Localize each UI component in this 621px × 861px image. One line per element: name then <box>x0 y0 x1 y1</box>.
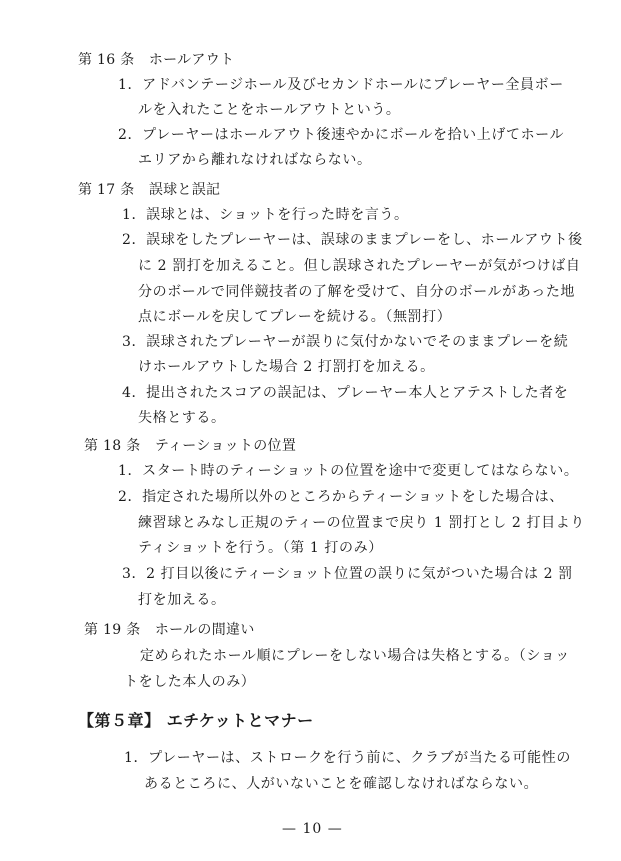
article-18-item-2-line-2: 練習球とみなし正規のティーの位置まで戻り 1 罰打とし 2 打目より <box>138 515 585 531</box>
article-17-item-3-line-2: けホールアウトした場合 2 打罰打を加える。 <box>138 359 435 375</box>
chapter-5-item-1-line-1: 1．プレーヤーは、ストロークを行う前に、クラブが当たる可能性の <box>124 750 571 766</box>
article-17-item-1: 1．誤球とは、ショットを行った時を言う。 <box>122 207 409 223</box>
article-16-item-2-line-2: エリアから離れなければならない。 <box>138 152 372 168</box>
article-16-item-2-line-1: 2．プレーヤーはホールアウト後速やかにボールを拾い上げてホール <box>118 127 565 143</box>
article-19-body-line-2: トをした本人のみ） <box>124 674 256 690</box>
article-17-item-3-line-1: 3．誤球されたプレーヤーが誤りに気付かないでそのままプレーを続 <box>122 334 569 350</box>
chapter-5-heading: 【第５章】 エチケットとマナー <box>78 711 314 730</box>
article-18-item-2-line-3: ティショットを行う。（第 1 打のみ） <box>138 540 383 556</box>
article-17-item-4-line-1: 4．提出されたスコアの誤記は、プレーヤー本人とアテストした者を <box>122 385 569 401</box>
article-18-item-3-line-2: 打を加える。 <box>138 592 226 608</box>
article-17-title: 第 17 条 誤球と誤記 <box>78 182 221 198</box>
article-18-item-1: 1．スタート時のティーショットの位置を途中で変更してはならない。 <box>118 463 579 479</box>
article-17-item-2-line-3: 分のボールで同伴競技者の了解を受けて、自分のボールがあった地 <box>138 284 576 300</box>
article-17-item-2-line-2: に 2 罰打を加えること。但し誤球されたプレーヤーが気がつけば自 <box>138 258 581 274</box>
article-18-item-2-line-1: 2．指定された場所以外のところからティーショットをした場合は、 <box>118 489 564 505</box>
chapter-5-item-1-line-2: あるところに、人がいないことを確認しなければならない。 <box>144 776 539 792</box>
article-17-item-2-line-4: 点にボールを戻してプレーを続ける。（無罰打） <box>138 309 452 325</box>
article-16-item-1-line-1: 1．アドバンテージホール及びセカンドホールにプレーヤー全員ボー <box>118 77 564 93</box>
article-17-item-2-line-1: 2．誤球をしたプレーヤーは、誤球のままプレーをし、ホールアウト後 <box>122 232 583 248</box>
page-number: — 10 — <box>282 821 343 837</box>
article-18-item-3-line-1: 3．2 打目以後にティーショット位置の誤りに気がついた場合は 2 罰 <box>122 566 573 582</box>
article-19-title: 第 19 条 ホールの間違い <box>84 622 255 638</box>
article-16-title: 第 16 条 ホールアウト <box>78 52 235 68</box>
article-17-item-4-line-2: 失格とする。 <box>138 410 226 426</box>
article-19-body-line-1: 定められたホール順にプレーをしない場合は失格とする。（ショッ <box>140 648 570 664</box>
article-16-item-1-line-2: ルを入れたことをホールアウトという。 <box>138 102 401 118</box>
article-18-title: 第 18 条 ティーショットの位置 <box>84 438 297 454</box>
